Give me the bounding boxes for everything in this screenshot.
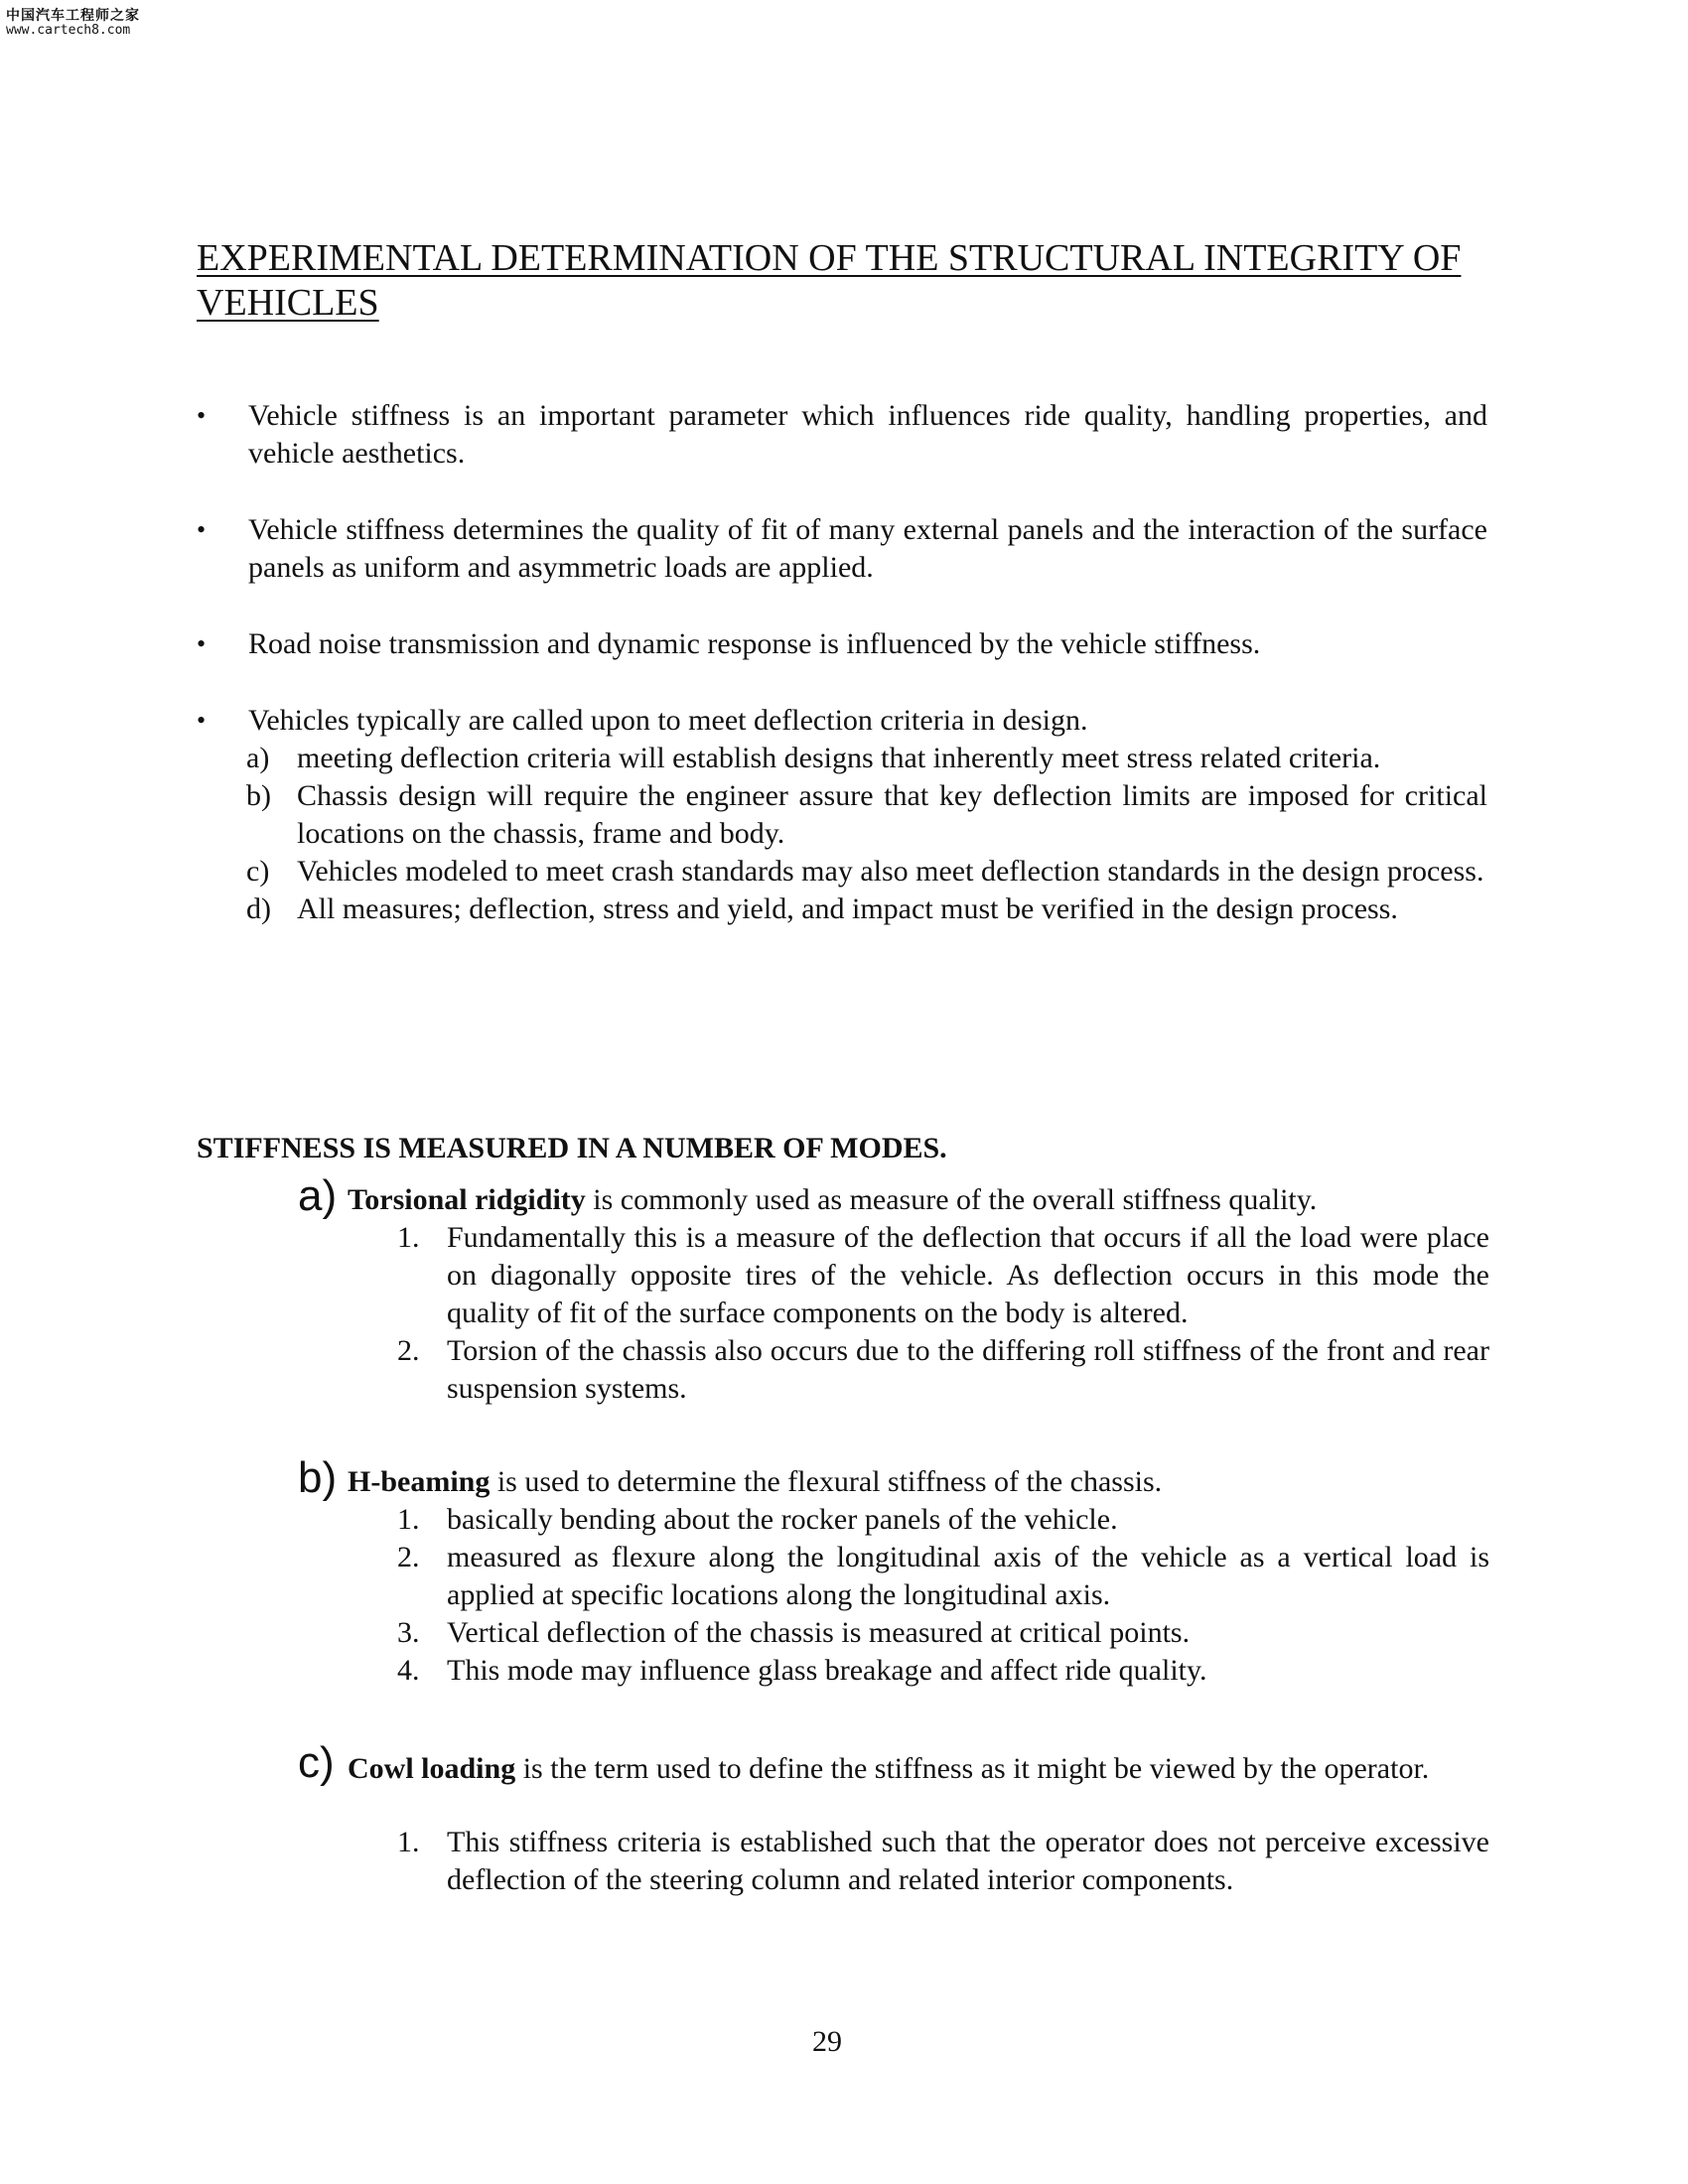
mode-letter: b)	[298, 1453, 338, 1502]
bullet-dot-icon: •	[197, 629, 207, 658]
watermark-site-name: 中国汽车工程师之家	[6, 8, 140, 24]
sublist-marker: d)	[246, 892, 271, 925]
sublist-text: Chassis design will require the engineer assure that key deflection limits are imposed for critical locations on the chassis, frame and body.	[297, 779, 1487, 850]
mode-item	[298, 1539, 1489, 1614]
mode-item	[298, 1824, 1489, 1899]
mode-item	[298, 1614, 1489, 1652]
bullet-dot-icon: •	[197, 515, 207, 544]
mode-item-number: 3.	[397, 1616, 420, 1649]
mode-heading	[298, 1453, 1489, 1502]
watermark	[6, 8, 140, 39]
mode-heading	[298, 1738, 1489, 1790]
mode-item-text: Vertical deflection of the chassis is measured at critical points.	[447, 1616, 1191, 1649]
bullet-dot-icon: •	[197, 401, 207, 430]
mode-heading	[298, 1171, 1489, 1220]
mode-item-text: measured as flexure along the longitudinal axis of the vehicle as a vertical load is applied at specific locations along the longitudinal axis.	[447, 1541, 1489, 1611]
sublist-marker: c)	[246, 855, 270, 887]
mode-item-number: 4.	[397, 1654, 420, 1687]
section-heading: STIFFNESS IS MEASURED IN A NUMBER OF MODES.	[197, 1132, 947, 1164]
mode-item	[298, 1652, 1489, 1690]
mode-item	[298, 1332, 1489, 1408]
mode-term: Cowl loading	[348, 1752, 516, 1785]
sublist-item	[197, 853, 1487, 890]
sublist-item	[197, 890, 1487, 928]
bullet-dot-icon: •	[197, 706, 207, 735]
watermark-url: www.cartech8.com	[6, 23, 131, 39]
mode-item-list	[298, 1219, 1489, 1408]
bullet-item	[197, 397, 1487, 473]
mode-cowl-loading	[298, 1738, 1489, 1899]
bullet-item	[197, 511, 1487, 587]
mode-item-number: 1.	[397, 1221, 420, 1254]
bullet-text: Road noise transmission and dynamic response is influenced by the vehicle stiffness.	[248, 627, 1261, 660]
mode-item-number: 1.	[397, 1503, 420, 1536]
mode-description: is the term used to define the stiffness as it might be viewed by the operator.	[515, 1752, 1430, 1785]
sublist-text: Vehicles modeled to meet crash standards may also meet deflection standards in the design process.	[297, 855, 1484, 887]
sublist-item	[197, 777, 1487, 853]
mode-term: H-beaming	[348, 1465, 491, 1498]
mode-item-text: Torsion of the chassis also occurs due to the differing roll stiffness of the front and rear suspension systems.	[447, 1334, 1489, 1405]
bullet-list	[197, 397, 1487, 928]
bullet-item	[197, 702, 1487, 928]
mode-item-list	[298, 1824, 1489, 1899]
mode-item-number: 1.	[397, 1826, 420, 1858]
deflection-criteria-sublist	[197, 740, 1487, 928]
mode-h-beaming	[298, 1453, 1489, 1690]
page-number: 29	[812, 2025, 842, 2058]
mode-item	[298, 1219, 1489, 1332]
sublist-marker: a)	[246, 742, 270, 774]
mode-description: is commonly used as measure of the overall stiffness quality.	[585, 1183, 1318, 1216]
mode-item-text: basically bending about the rocker panels of the vehicle.	[447, 1503, 1118, 1536]
mode-term: Torsional ridgidity	[348, 1183, 586, 1216]
mode-item-text: This mode may influence glass breakage and affect ride quality.	[447, 1654, 1207, 1687]
bullet-text: Vehicle stiffness determines the quality of fit of many external panels and the interaction of the surface panels as uniform and asymmetric loads are applied.	[248, 513, 1487, 584]
mode-item-number: 2.	[397, 1334, 420, 1367]
sublist-text: All measures; deflection, stress and yield, and impact must be verified in the design process.	[297, 892, 1398, 925]
mode-item-text: Fundamentally this is a measure of the deflection that occurs if all the load were place on diagonally opposite tires of the vehicle. As deflection occurs in this mode the quality of fit of the surface components on the body is altered.	[447, 1221, 1489, 1329]
bullet-item	[197, 625, 1487, 663]
sublist-marker: b)	[246, 779, 271, 812]
mode-letter: a)	[298, 1171, 338, 1220]
bullet-text: Vehicles typically are called upon to meet deflection criteria in design.	[248, 704, 1088, 737]
bullet-text: Vehicle stiffness is an important parameter which influences ride quality, handling properties, and vehicle aesthetics.	[248, 399, 1487, 470]
mode-letter: c)	[298, 1738, 335, 1787]
mode-item-number: 2.	[397, 1541, 420, 1573]
page-title: EXPERIMENTAL DETERMINATION OF THE STRUCTURAL INTEGRITY OF VEHICLES	[197, 237, 1462, 324]
mode-item-text: This stiffness criteria is established such that the operator does not perceive excessive deflection of the steering column and related interior components.	[447, 1826, 1489, 1896]
mode-torsional-rigidity	[298, 1171, 1489, 1408]
mode-item	[298, 1501, 1489, 1539]
sublist-text: meeting deflection criteria will establish designs that inherently meet stress related criteria.	[297, 742, 1381, 774]
mode-item-list	[298, 1501, 1489, 1690]
mode-description: is used to determine the flexural stiffness of the chassis.	[490, 1465, 1163, 1498]
sublist-item	[197, 740, 1487, 777]
